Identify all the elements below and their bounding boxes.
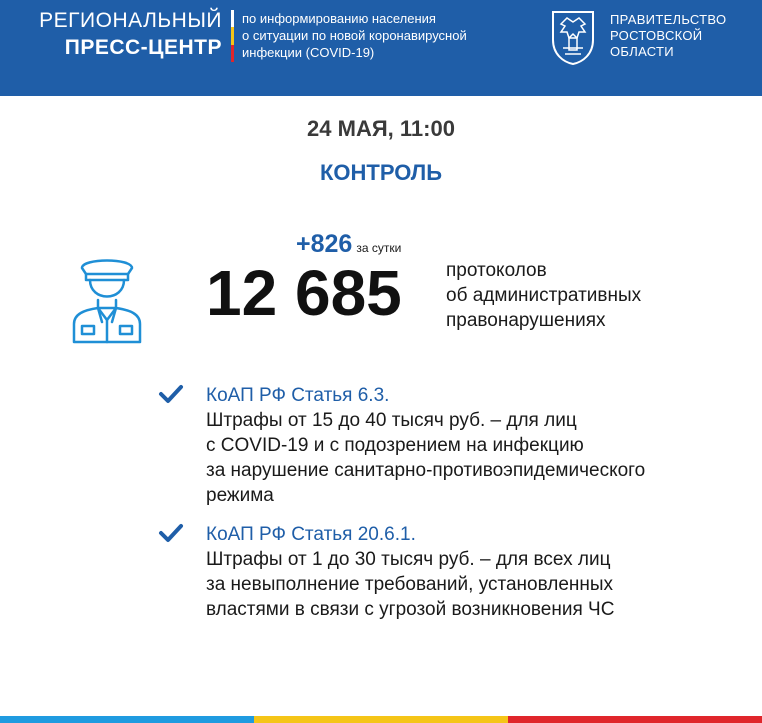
desc-line: по информированию населения [242,11,436,26]
total-desc-line: протоколов [446,260,547,281]
footer-stripe [0,716,762,723]
gov-line: РОСТОВСКОЙ [610,28,703,43]
article-title: КоАП РФ Статья 20.6.1. [206,524,416,545]
daily-increase-label: за сутки [356,241,402,255]
daily-increase [296,230,401,259]
government-name [610,12,726,60]
article-6-3 [206,383,645,508]
total-desc-line: правонарушениях [446,310,606,331]
desc-line: инфекции (COVID-19) [242,45,375,60]
article-line: с COVID-19 и с подозрением на инфекцию [206,435,584,456]
article-line: за невыполнение требований, установленных [206,574,614,595]
brand-title [39,8,222,62]
article-title: КоАП РФ Статья 6.3. [206,385,390,406]
brand-line-2: ПРЕСС-ЦЕНТР [64,36,222,59]
daily-increase-value: +826 [296,230,353,258]
police-officer-icon [68,250,146,344]
check-icon [158,523,184,543]
article-line: властями в связи с угрозой возникновения ЧС [206,599,615,620]
flag-stripe [231,10,234,62]
coat-of-arms-icon [549,8,597,66]
report-date: 24 МАЯ, 11:00 [307,116,455,141]
total-protocols: 12 685 [206,257,402,329]
check-icon [158,384,184,404]
article-line: режима [206,485,274,506]
topic-title: КОНТРОЛЬ [319,160,443,185]
total-description [446,258,641,333]
article-line: за нарушение санитарно-противоэпидемического [206,460,646,481]
brand-line-1: РЕГИОНАЛЬНЫЙ [39,9,222,32]
article-line: Штрафы от 15 до 40 тысяч руб. – для лиц [206,410,577,431]
header-banner [0,0,762,96]
gov-line: ПРАВИТЕЛЬСТВО [610,12,727,27]
header-description [242,10,467,61]
total-desc-line: об административных [446,285,642,306]
desc-line: о ситуации по новой коронавирусной [242,28,467,43]
article-line: Штрафы от 1 до 30 тысяч руб. – для всех лиц [206,549,611,570]
gov-line: ОБЛАСТИ [610,44,674,59]
article-20-6-1 [206,522,614,622]
